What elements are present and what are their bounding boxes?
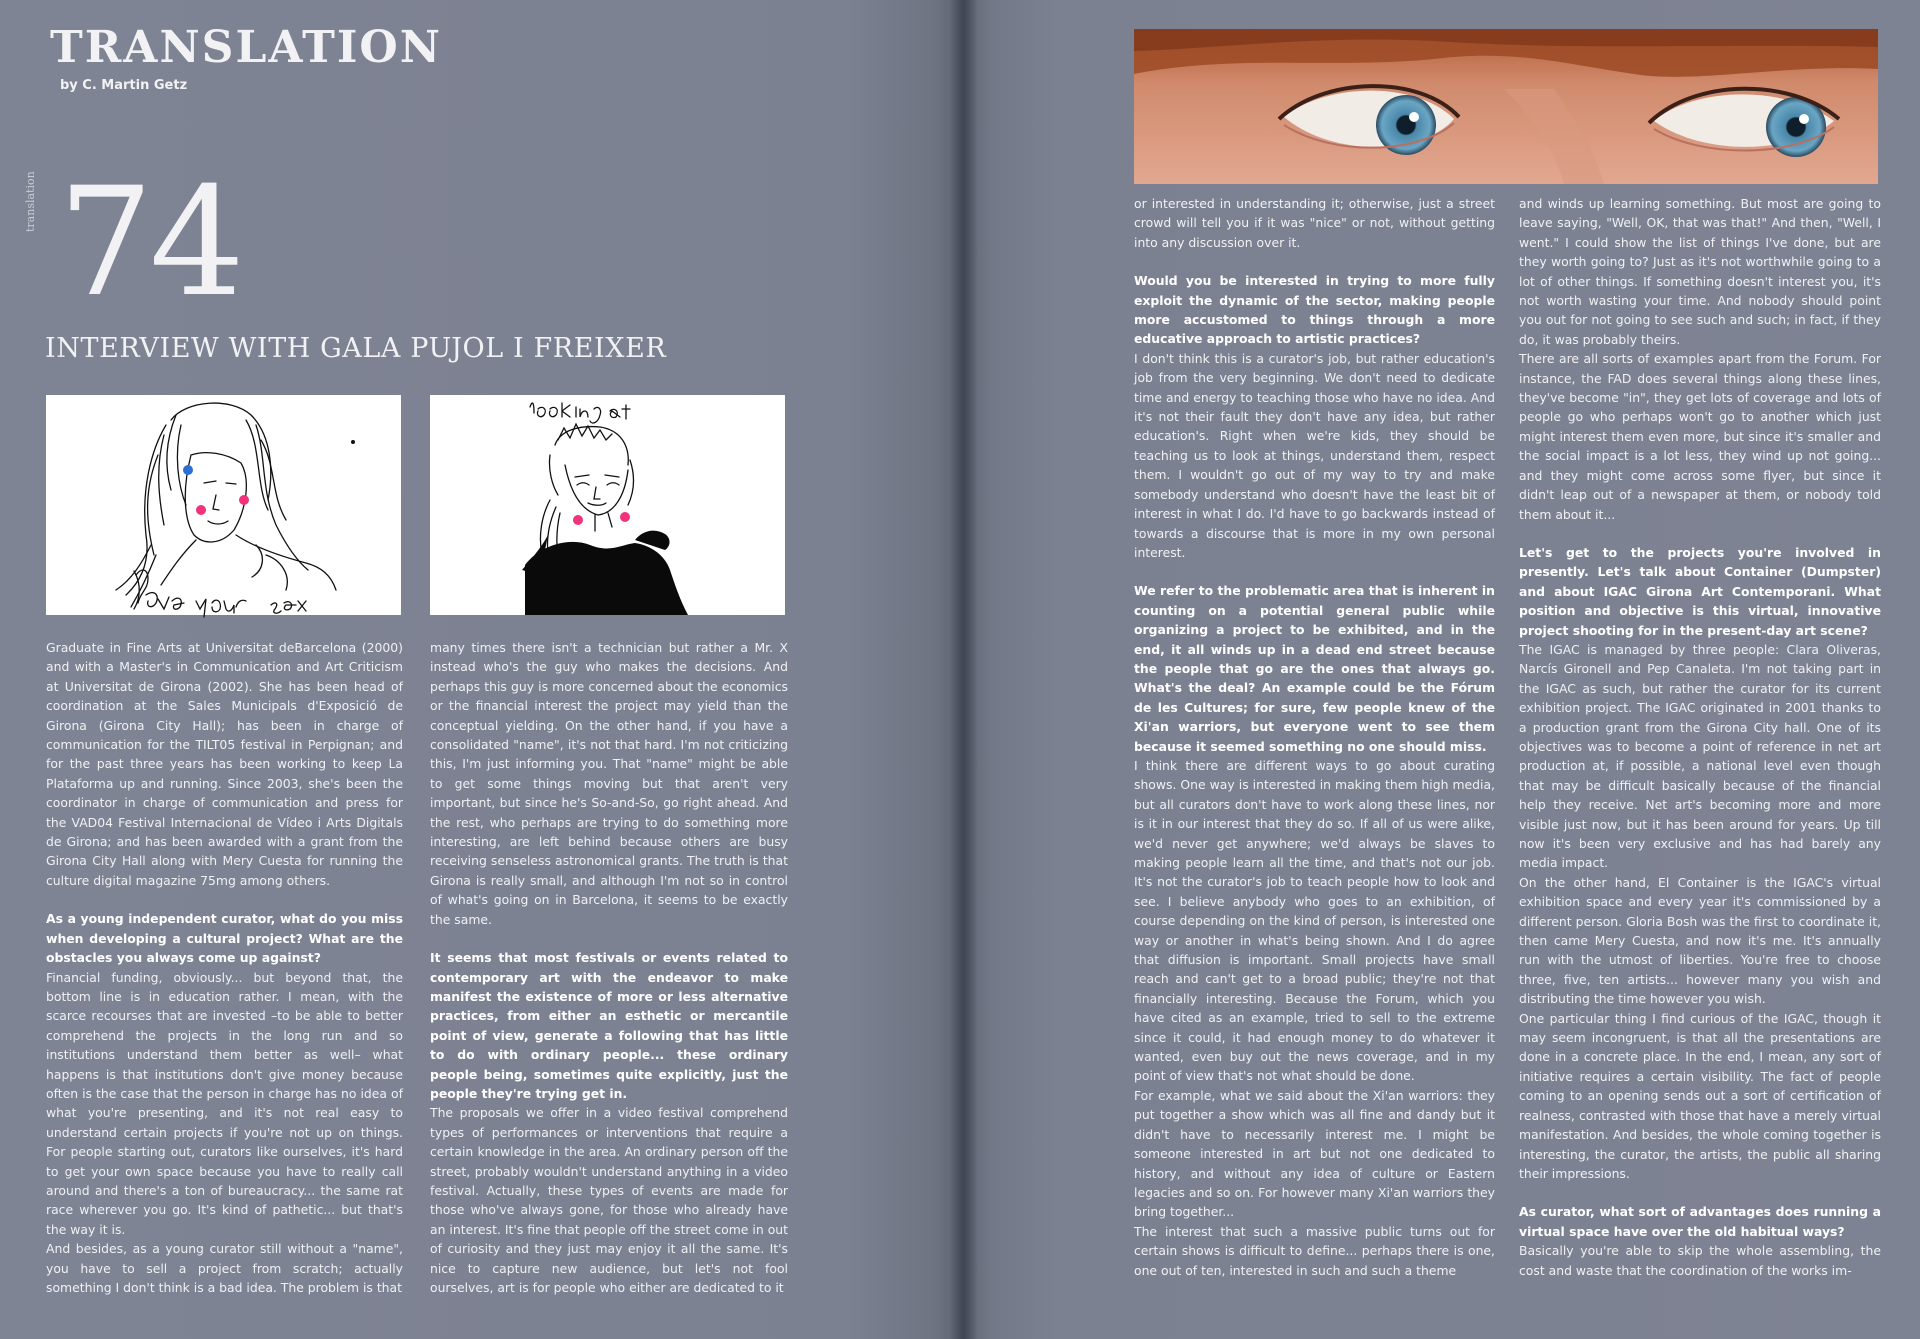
- sketch-drawing-1: [46, 395, 401, 615]
- col1-bio: Graduate in Fine Arts at Universitat deBarcelona (2000) and with a Master's in Communication and Art Criticism at Universitat de Girona (2002). She has been head of coordination at the Sales Municipals d'Exposició de Girona (Girona City Hall); has been in charge of communication for the TILT05 festival in Perpignan; and for the past three years has been working to keep La Plataforma up and running. Since 2003, she's been the coordinator in charge of communication and press for the VAD04 Festival Internacional de Vídeo i Arts Digitals de Girona; and has been awarded with a grant from the Girona City Hall along with Mery Cuesta for running the culture digital magazine 75mg among others.: [46, 640, 403, 888]
- col3-answer-4: I think there are different ways to go about curating shows. One way is interested in making them high media, but all curators don't have to work along these lines, nor is it in our interest that they do so. If all of us were alike, we'd never get anywhere; we'd always be slaves to making people learn all the time, and that's not our job. It's not the curator's job to teach people how to look and see. I believe anybody who goes to an exhibition, of course depending on the kind of person, is interested one way or another in what's being shown. And I do agree that diffusion is important. Small projects have small reach and can't get to a broad public; they're not that financially interesting. Because the Forum, which you have cited as an example, tried to sell to the extreme since it could, it had enough money to do whatever it wanted, even buy out the news coverage, and in my point of view that's not what should be done.: [1134, 757, 1495, 1084]
- col1-answer-1: Financial funding, obviously... but beyond that, the bottom line is in education rather. I mean, with the scarce recourses that are invested –to be able to better comprehend the projects in the long run and so institutions understand them better as well– what happens is that institutions don't give money because often is the case that the person in charge has no idea of what you're presenting, and it's not real easy to understand certain projects if you're not up on things. For people starting out, curators like ourselves, it's hard to get your own space because you have to really call around and there's a ton of bureaucracy... the same rat race wherever you go. It's kind of pathetic... but that's the way it is.: [46, 969, 403, 1237]
- sketch-drawing-2: [430, 395, 785, 615]
- side-label: translation: [24, 171, 37, 232]
- right-page: [962, 0, 1920, 1339]
- col4-answer-cont-b: There are all sorts of examples apart from the Forum. For instance, the FAD does several things along these lines, they've become "in", they get lots of coverage and lots of people go who perhaps won't go to another which just might interest them even more, but since it's smaller and the social impact is a lot less, they wind up not going... and they might come across some flyer, but since it didn't leap out of a newspaper at them, or nobody told them about it...: [1519, 351, 1881, 522]
- section-title: TRANSLATION: [50, 22, 442, 73]
- col4-answer-5c: One particular thing I find curious of the IGAC, though it may seem incongruent, is that all the presentations are done in a concrete place. In the end, I mean, any sort of initiative requires a certain visibility. The fact of people coming to an opening sends out a sort of certification of realness, contrasted with those that have a merely virtual manifestation. And besides, the whole coming together is interesting, the curator, the artists, the public all sharing their impressions.: [1519, 1010, 1881, 1181]
- col1-question-1: As a young independent curator, what do you miss when developing a cultural project? What are the obstacles you always come up against?: [46, 911, 403, 966]
- col3-answer-cont: or interested in understanding it; otherwise, just a street crowd will tell you if it was "nice" or not, without getting into any discussion over it.: [1134, 196, 1495, 250]
- col3-question-4: We refer to the problematic area that is inherent in counting on a potential general public while organizing a project to be exhibited, and in the end, it all winds up in a dead end street because the people that go are the ones that always go. What's the deal? An example could be the Fórum de les Cultures; for sure, few people knew of the Xi'an warriors, but everyone went to see them because it seemed something no one should miss.: [1134, 583, 1495, 754]
- col4-question-5: Let's get to the projects you're involved in presently. Let's talk about Container (Dumpster) and about IGAC Girona Art Contemporani. What position and objective is this virtual, innovative project shooting for in the present-day art scene?: [1519, 544, 1881, 638]
- col4-answer-5: The IGAC is managed by three people: Clara Oliveras, Narcís Gironell and Pep Canaleta. I'm not taking part in the IGAC as such, but rather the curator for its current exhibition project. The IGAC originated in 2001 thanks to a production grant from the Girona City hall. One of its objectives was to become a point of reference in net art production at, if possible, a national level even though that may be difficult basically because of the financial help they receive. Net art's becoming more and more visible just now, but it has been around for years. Up till now it's been very exclusive and has had barely any media impact.: [1519, 641, 1881, 871]
- article-title: INTERVIEW WITH GALA PUJOL I FREIXER: [45, 333, 667, 364]
- col4-question-6: As curator, what sort of advantages does running a virtual space have over the old habitual ways?: [1519, 1204, 1881, 1239]
- col3-answer-3: I don't think this is a curator's job, but rather education's job from the very beginning. We don't need to dedicate time and energy to teaching those who have no idea. And it's not their fault they don't have any idea, but rather education's. Right when we're kids, they should be teaching us to look at things, understand them, respect them. I wouldn't go out of my way to try and make somebody understand who doesn't have the least bit of interest in what I do. I'd have to go backwards instead of towards a discourse that is more in my own personal interest.: [1134, 350, 1495, 560]
- col4-answer-5b: On the other hand, El Container is the IGAC's virtual exhibition space and every year it's commissioned by a different person. Gloria Bosh was the first to coordinate it, then came Mery Cuesta, and now it's me. It's annually run with the utmost of liberties. You're free to choose three, five, ten artists... however many you wish and distributing the time however you wish.: [1519, 874, 1881, 1007]
- sketch-portrait-looking-at: [430, 395, 785, 615]
- col3-answer-4c: The interest that such a massive public turns out for certain shows is difficult to define... perhaps there is one, one out of ten, interested in such and such a theme: [1134, 1223, 1495, 1278]
- eyes-photo-image: [1134, 29, 1878, 184]
- col4-answer-cont: and winds up learning something. But most are going to leave saying, "Well, OK, that was that!" And then, "Well, I went." I could show the list of things I've done, but are they worth going to? Just as it's not worthwhile going to a lot of other things. If something doesn't interest you, it's not worth wasting your time. And nobody should point you out for not going to see such and such; in fact, if they do, it was probably theirs.: [1519, 196, 1881, 347]
- sketch-portrait-love-your-sex: [46, 395, 401, 615]
- article-column-4: [1519, 194, 1881, 1286]
- issue-number: 74: [58, 156, 241, 330]
- col4-answer-6: Basically you're able to skip the whole assembling, the cost and waste that the coordination of the works im-: [1519, 1243, 1881, 1278]
- col3-answer-4b: For example, what we said about the Xi'an warriors: they put together a show which was all fine and dandy but it didn't have to necessarily interest me. I might be someone interested in art but not one dedicated to history, and without any idea of culture or Eastern legacies and so on. For however many Xi'an warriors they bring together...: [1134, 1087, 1495, 1220]
- eyes-photo: [1134, 29, 1878, 184]
- gutter-shadow: [950, 0, 978, 1339]
- col1-answer-1b: And besides, as a young curator still without a "name", you have to sell a project from scratch; actually something I don't think is a bad idea. The problem is that: [46, 1241, 403, 1295]
- byline: by C. Martin Getz: [60, 78, 188, 93]
- article-column-3: [1134, 194, 1495, 1286]
- article-column-2: [430, 638, 788, 1295]
- col2-question-2: It seems that most festivals or events related to contemporary art with the endeavor to make manifest the existence of more or less alternative practices, from either an esthetic or mercantile point of view, generate a following that has little to do with ordinary people... these ordinary people being, sometimes quite explicitly, just the people they're trying get in.: [430, 950, 788, 1101]
- col2-answer-2: The proposals we offer in a video festival comprehend types of performances or interventions that require a certain knowledge in the area. An ordinary person off the street, probably wouldn't understand anything in a video festival. Actually, these types of events are made for those who've always gone, for those who already have an interest. It's fine that people off the street come in out of curiosity and they just may enjoy it all the same. It's nice to capture new audience, but let's not fool ourselves, art is for people who either are dedicated to it: [430, 1105, 788, 1295]
- col2-answer-cont: many times there isn't a technician but rather a Mr. X instead who's the guy who makes the decisions. And perhaps this guy is more concerned about the economics or the financial interest the project may yield than the conceptual yielding. On the other hand, if you have a consolidated "name", it's not that hard. I'm not criticizing this, I'm just informing you. That "name" might be able to get some things moving but that aren't very important, but since he's So-and-So, go right ahead. And the rest, who perhaps are trying to do something more interesting, are left behind because others are busy receiving senseless astronomical grants. The truth is that Girona is really small, and although I'm not so in control of what's going on in Barcelona, it seems to be exactly the same.: [430, 640, 788, 927]
- article-column-1: [46, 638, 403, 1295]
- col3-question-3: Would you be interested in trying to more fully exploit the dynamic of the sector, making people more accustomed to things through a more educative approach to artistic practices?: [1134, 273, 1495, 347]
